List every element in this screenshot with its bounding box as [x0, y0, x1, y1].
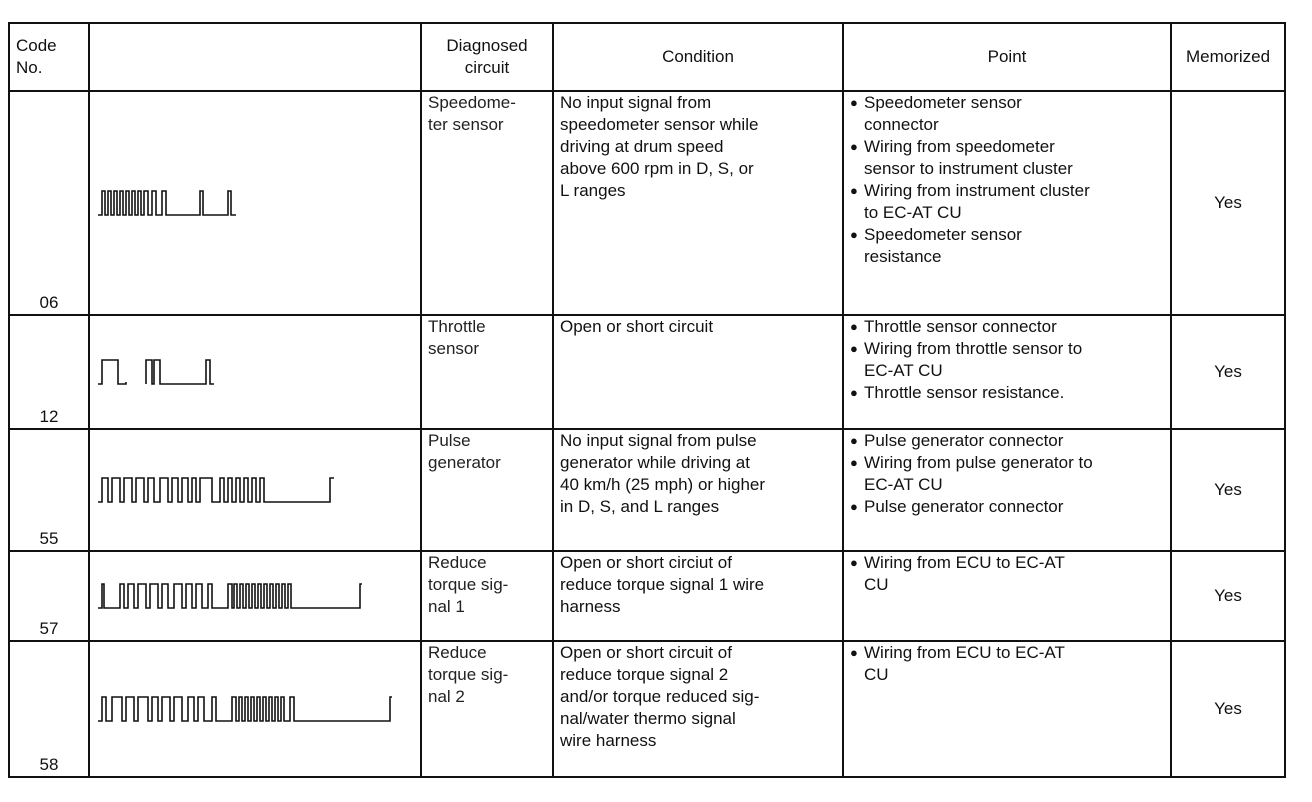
diagnosed-circuit: Reduce torque sig- nal 1: [421, 551, 553, 641]
bullet-icon: ●: [850, 95, 858, 110]
point-list: [843, 315, 1171, 429]
signal-pattern: [89, 551, 421, 641]
point-list: [843, 641, 1171, 777]
bullet-icon: ●: [850, 183, 858, 198]
condition-text: Open or short circuit: [553, 315, 843, 429]
signal-pattern-12-graphic: [96, 352, 296, 392]
signal-pattern: [89, 315, 421, 429]
point-item: ● Pulse generator connector: [850, 431, 1064, 450]
table-row: [9, 315, 1285, 429]
header-code-no: Code No.: [9, 23, 89, 91]
point-item: ● Pulse generator connector: [850, 497, 1064, 516]
bullet-icon: ●: [850, 385, 858, 400]
point-item: ● Speedometer sensor connector: [850, 93, 1022, 134]
signal-pattern-55-graphic: [96, 470, 396, 510]
bullet-icon: ●: [850, 499, 858, 514]
point-item: ● Wiring from speedometer sensor to instrument cluster: [850, 137, 1073, 178]
code-number: 06: [9, 91, 89, 315]
point-item: ● Wiring from ECU to EC-AT CU: [850, 553, 1065, 594]
condition-text: Open or short circuit of reduce torque signal 2 and/or torque reduced sig- nal/water thermo signal wire harness: [553, 641, 843, 777]
signal-pattern-57-graphic: [96, 576, 396, 616]
memorized-value: Yes: [1171, 551, 1285, 641]
point-item: ● Throttle sensor resistance.: [850, 383, 1065, 402]
bullet-icon: ●: [850, 227, 858, 242]
code-number: 58: [9, 641, 89, 777]
diagnosed-circuit: Throttle sensor: [421, 315, 553, 429]
signal-pattern: [89, 641, 421, 777]
signal-pattern: [89, 91, 421, 315]
table-row: [9, 429, 1285, 551]
condition-text: Open or short circiut of reduce torque signal 1 wire harness: [553, 551, 843, 641]
signal-pattern-58-graphic: [96, 689, 406, 729]
signal-pattern: [89, 429, 421, 551]
memorized-value: Yes: [1171, 91, 1285, 315]
code-number: 55: [9, 429, 89, 551]
code-number: 57: [9, 551, 89, 641]
point-item: ● Throttle sensor connector: [850, 317, 1057, 336]
memorized-value: Yes: [1171, 315, 1285, 429]
code-number: 12: [9, 315, 89, 429]
bullet-icon: ●: [850, 341, 858, 356]
point-list: [843, 91, 1171, 315]
header-row: [9, 23, 1285, 91]
signal-pattern-06-graphic: [96, 183, 296, 223]
diagnostic-code-table: [8, 22, 1286, 778]
header-pattern: [89, 23, 421, 91]
header-condition: Condition: [553, 23, 843, 91]
diagnosed-circuit: Speedome- ter sensor: [421, 91, 553, 315]
header-memorized: Memorized: [1171, 23, 1285, 91]
point-item: ● Speedometer sensor resistance: [850, 225, 1022, 266]
point-list: [843, 551, 1171, 641]
condition-text: No input signal from pulse generator while driving at 40 km/h (25 mph) or higher in D, S, and L ranges: [553, 429, 843, 551]
table-row: [9, 641, 1285, 777]
memorized-value: Yes: [1171, 641, 1285, 777]
bullet-icon: ●: [850, 139, 858, 154]
bullet-icon: ●: [850, 555, 858, 570]
point-item: ● Wiring from ECU to EC-AT CU: [850, 643, 1065, 684]
diagnosed-circuit: Pulse generator: [421, 429, 553, 551]
table-row: [9, 91, 1285, 315]
condition-text: No input signal from speedometer sensor while driving at drum speed above 600 rpm in D, S, or L ranges: [553, 91, 843, 315]
header-point: Point: [843, 23, 1171, 91]
memorized-value: Yes: [1171, 429, 1285, 551]
header-diagnosed-circuit: Diagnosed circuit: [421, 23, 553, 91]
point-list: [843, 429, 1171, 551]
bullet-icon: ●: [850, 455, 858, 470]
table-row: [9, 551, 1285, 641]
point-item: ● Wiring from instrument cluster to EC-AT CU: [850, 181, 1090, 222]
point-item: ● Wiring from throttle sensor to EC-AT CU: [850, 339, 1083, 380]
diagnosed-circuit: Reduce torque sig- nal 2: [421, 641, 553, 777]
bullet-icon: ●: [850, 433, 858, 448]
bullet-icon: ●: [850, 319, 858, 334]
bullet-icon: ●: [850, 645, 858, 660]
point-item: ● Wiring from pulse generator to EC-AT CU: [850, 453, 1093, 494]
